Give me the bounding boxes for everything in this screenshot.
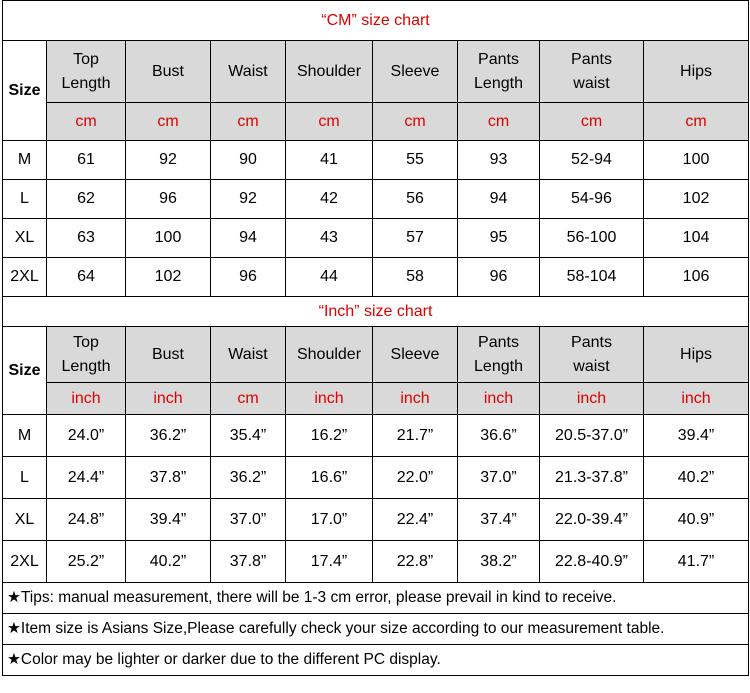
header-text-line: Length — [61, 74, 111, 92]
cm-value-cell: 61 — [47, 141, 126, 180]
cm-value-cell: 96 — [126, 180, 211, 219]
inch-value-cell: 24.4” — [47, 457, 126, 499]
header-text-line: Shoulder — [296, 345, 362, 363]
inch-column-header — [211, 327, 286, 383]
cm-value-cell: 58 — [373, 258, 458, 297]
header-text-line: waist — [573, 357, 610, 375]
inch-title-row — [3, 297, 749, 327]
inch-value-cell: 22.4” — [373, 499, 458, 541]
cm-column-header — [47, 41, 126, 103]
cm-size-cell: XL — [3, 219, 47, 258]
inch-value-cell: 35.4” — [211, 415, 286, 457]
cm-unit-cell: cm — [211, 103, 286, 141]
cm-value-cell: 56-100 — [540, 219, 644, 258]
inch-table-row — [3, 499, 749, 541]
cm-column-header — [286, 41, 373, 103]
inch-column-header — [126, 327, 211, 383]
inch-column-header — [373, 327, 458, 383]
header-text-line: Bust — [151, 62, 184, 80]
inch-value-cell: 24.8” — [47, 499, 126, 541]
inch-value-cell: 40.2” — [126, 541, 211, 583]
cm-header-row — [3, 41, 749, 103]
inch-value-cell: 21.3-37.8” — [540, 457, 644, 499]
inch-unit-cell: inch — [373, 383, 458, 415]
inch-size-cell: XL — [3, 499, 47, 541]
note-text: ★Color may be lighter or darker due to the different PC display. — [3, 645, 749, 676]
cm-value-cell: 64 — [47, 258, 126, 297]
inch-size-label: Size — [3, 327, 47, 415]
cm-value-cell: 92 — [211, 180, 286, 219]
cm-unit-cell: cm — [540, 103, 644, 141]
cm-column-header — [126, 41, 211, 103]
inch-unit-cell: cm — [211, 383, 286, 415]
cm-table-row — [3, 180, 749, 219]
cm-unit-cell: cm — [373, 103, 458, 141]
cm-value-cell: 92 — [126, 141, 211, 180]
cm-value-cell: 42 — [286, 180, 373, 219]
inch-value-cell: 22.8-40.9” — [540, 541, 644, 583]
cm-value-cell: 44 — [286, 258, 373, 297]
header-text-line: Top — [73, 51, 99, 69]
cm-size-cell: M — [3, 141, 47, 180]
inch-unit-cell: inch — [47, 383, 126, 415]
cm-value-cell: 56 — [373, 180, 458, 219]
inch-value-cell: 38.2” — [458, 541, 540, 583]
inch-value-cell: 36.6” — [458, 415, 540, 457]
note-text: ★Tips: manual measurement, there will be 1-3 cm error, please prevail in kind to receive. — [3, 583, 749, 614]
inch-value-cell: 39.4” — [126, 499, 211, 541]
cm-column-header — [540, 41, 644, 103]
inch-value-cell: 41.7” — [644, 541, 749, 583]
cm-unit-cell: cm — [47, 103, 126, 141]
header-text-line: Pants — [478, 51, 519, 69]
cm-column-header — [211, 41, 286, 103]
header-text-line: Pants — [478, 334, 519, 352]
inch-unit-cell: inch — [126, 383, 211, 415]
cm-column-header — [644, 41, 749, 103]
cm-column-header — [373, 41, 458, 103]
cm-title-row — [3, 1, 749, 41]
inch-value-cell: 37.8” — [126, 457, 211, 499]
inch-size-cell: L — [3, 457, 47, 499]
cm-value-cell: 104 — [644, 219, 749, 258]
cm-unit-cell: cm — [644, 103, 749, 141]
cm-value-cell: 57 — [373, 219, 458, 258]
cm-unit-row — [3, 103, 749, 141]
inch-value-cell: 16.2” — [286, 415, 373, 457]
inch-value-cell: 37.0” — [458, 457, 540, 499]
header-text-line: Length — [474, 74, 523, 92]
note-row — [3, 614, 749, 645]
cm-size-label: Size — [3, 41, 47, 141]
header-text-line: Sleeve — [390, 345, 440, 363]
header-text-line: Bust — [151, 345, 184, 363]
cm-table-row — [3, 258, 749, 297]
cm-table-row — [3, 141, 749, 180]
inch-value-cell: 40.9” — [644, 499, 749, 541]
inch-value-cell: 20.5-37.0” — [540, 415, 644, 457]
cm-value-cell: 95 — [458, 219, 540, 258]
cm-value-cell: 52-94 — [540, 141, 644, 180]
cm-value-cell: 58-104 — [540, 258, 644, 297]
inch-value-cell: 22.0” — [373, 457, 458, 499]
note-text: ★Item size is Asians Size,Please carefully check your size according to our measurement table. — [3, 614, 749, 645]
cm-value-cell: 63 — [47, 219, 126, 258]
size-chart-table — [2, 0, 749, 676]
inch-value-cell: 24.0” — [47, 415, 126, 457]
cm-value-cell: 102 — [644, 180, 749, 219]
header-text-line: waist — [573, 74, 610, 92]
inch-unit-cell: inch — [458, 383, 540, 415]
inch-column-header — [286, 327, 373, 383]
cm-size-cell: L — [3, 180, 47, 219]
inch-value-cell: 37.0” — [211, 499, 286, 541]
cm-value-cell: 41 — [286, 141, 373, 180]
inch-unit-cell: inch — [540, 383, 644, 415]
inch-size-cell: 2XL — [3, 541, 47, 583]
cm-value-cell: 100 — [126, 219, 211, 258]
inch-column-header — [458, 327, 540, 383]
inch-header-row — [3, 327, 749, 383]
inch-column-header — [47, 327, 126, 383]
header-text-line: Pants — [571, 334, 612, 352]
cm-value-cell: 102 — [126, 258, 211, 297]
inch-unit-row — [3, 383, 749, 415]
inch-value-cell: 39.4” — [644, 415, 749, 457]
header-text-line: Sleeve — [390, 62, 440, 80]
cm-value-cell: 54-96 — [540, 180, 644, 219]
header-text-line: Hips — [680, 345, 713, 363]
inch-chart-title: “Inch” size chart — [3, 297, 749, 327]
inch-table-row — [3, 541, 749, 583]
inch-value-cell: 36.2” — [211, 457, 286, 499]
inch-value-cell: 22.8” — [373, 541, 458, 583]
header-text-line: Top — [73, 334, 99, 352]
inch-value-cell: 21.7” — [373, 415, 458, 457]
inch-value-cell: 22.0-39.4” — [540, 499, 644, 541]
cm-value-cell: 93 — [458, 141, 540, 180]
inch-value-cell: 16.6” — [286, 457, 373, 499]
header-text-line: Length — [61, 357, 111, 375]
inch-unit-cell: inch — [286, 383, 373, 415]
header-text-line: Length — [474, 357, 523, 375]
inch-value-cell: 40.2” — [644, 457, 749, 499]
inch-column-header — [540, 327, 644, 383]
cm-value-cell: 90 — [211, 141, 286, 180]
header-text-line: Shoulder — [296, 62, 362, 80]
inch-value-cell: 25.2” — [47, 541, 126, 583]
cm-chart-title: “CM” size chart — [3, 1, 749, 41]
inch-table-row — [3, 415, 749, 457]
cm-unit-cell: cm — [286, 103, 373, 141]
cm-value-cell: 94 — [211, 219, 286, 258]
header-text-line: Pants — [571, 51, 612, 69]
inch-size-cell: M — [3, 415, 47, 457]
note-row — [3, 645, 749, 676]
cm-unit-cell: cm — [126, 103, 211, 141]
cm-value-cell: 62 — [47, 180, 126, 219]
inch-value-cell: 17.0” — [286, 499, 373, 541]
header-text-line: Waist — [228, 345, 268, 363]
cm-value-cell: 106 — [644, 258, 749, 297]
cm-value-cell: 96 — [458, 258, 540, 297]
header-text-line: Hips — [680, 62, 713, 80]
cm-column-header — [458, 41, 540, 103]
inch-value-cell: 37.8” — [211, 541, 286, 583]
inch-table-row — [3, 457, 749, 499]
note-row — [3, 583, 749, 614]
cm-value-cell: 94 — [458, 180, 540, 219]
cm-value-cell: 55 — [373, 141, 458, 180]
inch-unit-cell: inch — [644, 383, 749, 415]
cm-value-cell: 43 — [286, 219, 373, 258]
cm-value-cell: 100 — [644, 141, 749, 180]
inch-value-cell: 17.4” — [286, 541, 373, 583]
cm-size-cell: 2XL — [3, 258, 47, 297]
inch-value-cell: 36.2” — [126, 415, 211, 457]
inch-value-cell: 37.4” — [458, 499, 540, 541]
cm-unit-cell: cm — [458, 103, 540, 141]
header-text-line: Waist — [228, 62, 268, 80]
inch-column-header — [644, 327, 749, 383]
cm-table-row — [3, 219, 749, 258]
cm-value-cell: 96 — [211, 258, 286, 297]
